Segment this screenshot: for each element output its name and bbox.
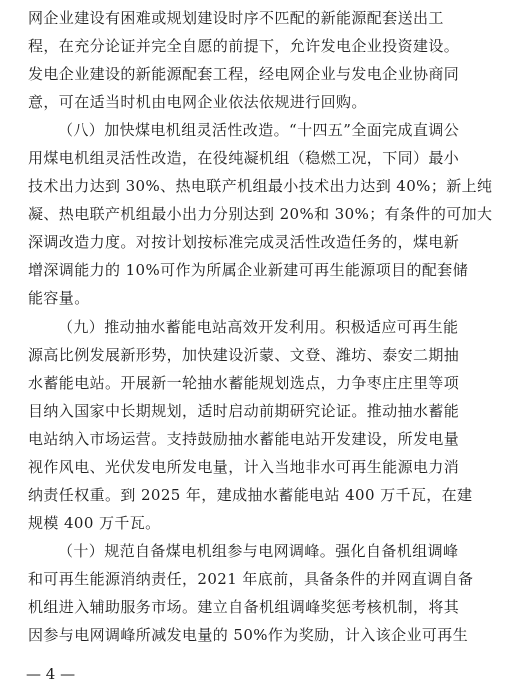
- text-line: 机组进入辅助服务市场。建立自备机组调峰奖惩考核机制，将其: [28, 598, 460, 616]
- text-line: 发电企业建设的新能源配套工程，经电网企业与发电企业协商同: [28, 65, 460, 83]
- text-line: 技术出力达到 30%、热电联产机组最小技术出力达到 40%；新上纯: [28, 177, 493, 195]
- text-line: 因参与电网调峰所减发电量的 50%作为奖励，计入该企业可再生: [28, 626, 469, 644]
- text-line: 电站纳入市场运营。支持鼓励抽水蓄能电站开发建设，所发电量: [28, 430, 460, 448]
- text-line: 水蓄能电站。开展新一轮抽水蓄能规划选点，力争枣庄庄里等项: [28, 374, 460, 392]
- page-number: — 4 —: [26, 665, 76, 683]
- text-line: 能容量。: [28, 289, 90, 307]
- text-line: 目纳入国家中长期规划，适时启动前期研究论证。推动抽水蓄能: [28, 402, 460, 420]
- text-line: 规模 400 万千瓦。: [28, 514, 161, 532]
- text-line: 增深调能力的 10%可作为所属企业新建可再生能源项目的配套储: [28, 261, 469, 279]
- text-line: 凝、热电联产机组最小出力分别达到 20%和 30%；有条件的可加大: [28, 205, 493, 223]
- section-8-heading-line: （八）加快煤电机组灵活性改造。“十四五”全面完成直调公: [58, 121, 460, 139]
- text-line: 纳责任权重。到 2025 年，建成抽水蓄能电站 400 万千瓦，在建: [28, 486, 473, 504]
- text-line: 网企业建设有困难或规划建设时序不匹配的新能源配套送出工: [28, 9, 444, 27]
- text-line: 视作风电、光伏发电所发电量，计入当地非水可再生能源电力消: [28, 458, 460, 476]
- text-line: 意，可在适当时机由电网企业依法依规进行回购。: [28, 93, 367, 111]
- text-line: 程，在充分论证并完全自愿的前提下，允许发电企业投资建设。: [28, 37, 460, 55]
- text-line: 和可再生能源消纳责任，2021 年底前，具备条件的并网直调自备: [28, 570, 474, 588]
- text-line: 用煤电机组灵活性改造，在役纯凝机组（稳燃工况，下同）最小: [28, 149, 460, 167]
- text-line: 深调改造力度。对按计划按标准完成灵活性改造任务的，煤电新: [28, 233, 460, 251]
- text-line: 源高比例发展新形势，加快建设沂蒙、文登、潍坊、泰安二期抽: [28, 346, 460, 364]
- section-10-heading-line: （十）规范自备煤电机组参与电网调峰。强化自备机组调峰: [58, 542, 459, 560]
- section-9-heading-line: （九）推动抽水蓄能电站高效开发利用。积极适应可再生能: [58, 318, 459, 336]
